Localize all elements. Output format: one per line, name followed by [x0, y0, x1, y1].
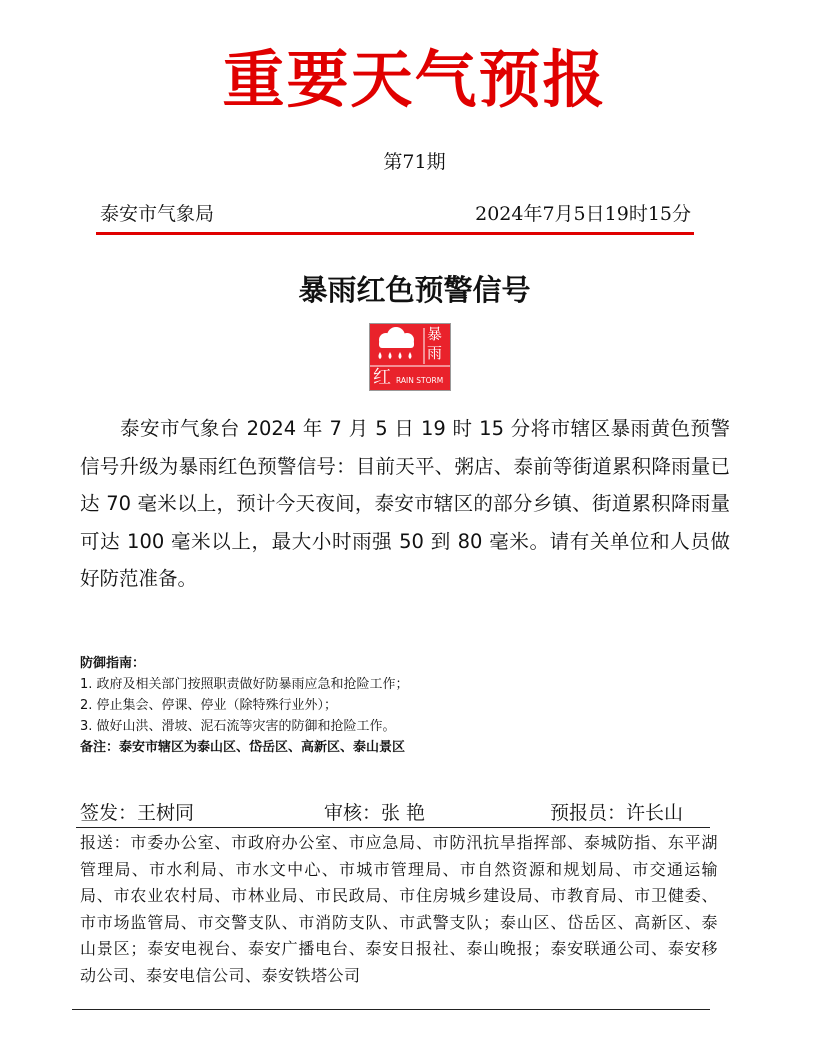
- warning-title: 暴雨红色预警信号: [298, 273, 531, 307]
- header-divider: [96, 232, 694, 235]
- document-title: 重要天气预报: [222, 43, 607, 116]
- signature-divider: [76, 827, 710, 828]
- icon-char-storm: 暴: [427, 325, 443, 343]
- guidance-note: 备注：泰安市辖区为泰山区、岱岳区、高新区、泰山景区: [80, 740, 406, 755]
- defense-guidance: [80, 653, 750, 758]
- footer-divider: [72, 1009, 710, 1010]
- guidance-heading: 防御指南：: [80, 656, 146, 671]
- icon-char-rain: 雨: [427, 344, 443, 362]
- guidance-item: 3. 做好山洪、滑坡、泥石流等灾害的防御和抢险工作。: [80, 719, 396, 734]
- icon-en-text: RAIN STORM: [396, 376, 444, 385]
- issue-number: 第71期: [383, 151, 446, 173]
- distribution-list: 报送：市委办公室、市政府办公室、市应急局、市防汛抗旱指挥部、泰城防指、东平湖管理局、市水利局、市水文中心、市城市管理局、市自然资源和规划局、市交通运输局、市农业农村局、市林业局、市民政局、市住房城乡建设局、市教育局、市卫健委、市市场监管局、市交警支队、市消防支队、市武警支队；泰山区、岱岳区、高新区、泰山景区；泰安电视台、泰安广播电台、泰安日报社、泰山晚报；泰安联通公司、泰安移动公司、泰安电信公司、泰安铁塔公司: [80, 833, 718, 985]
- issuing-agency: 泰安市气象局: [100, 203, 215, 225]
- icon-char-red: 红: [373, 367, 391, 388]
- rainstorm-red-warning-icon: [369, 323, 451, 391]
- warning-body: 泰安市气象台 2024 年 7 月 5 日 19 时 15 分将市辖区暴雨黄色预警信号升级为暴雨红色预警信号：目前天平、粥店、泰前等街道累积降雨量已达 70 毫米以上，预计今天夜间，泰安市辖区的部分乡镇、街道累积降雨量可达 100 毫米以上，最大小时雨强 50 到 80 毫米。请有关单位和人员做好防范准备。: [80, 417, 730, 590]
- guidance-item: 2. 停止集会、停课、停业（除特殊行业外）；: [80, 698, 338, 713]
- forecaster: 预报员：许长山: [550, 802, 684, 824]
- issued-by: 签发：王树同: [80, 802, 195, 824]
- guidance-item: 1. 政府及相关部门按照职责做好防暴雨应急和抢险工作；: [80, 677, 409, 692]
- reviewed-by: 审核：张 艳: [324, 802, 426, 824]
- issue-time: 2024年7月5日19时15分: [475, 203, 691, 225]
